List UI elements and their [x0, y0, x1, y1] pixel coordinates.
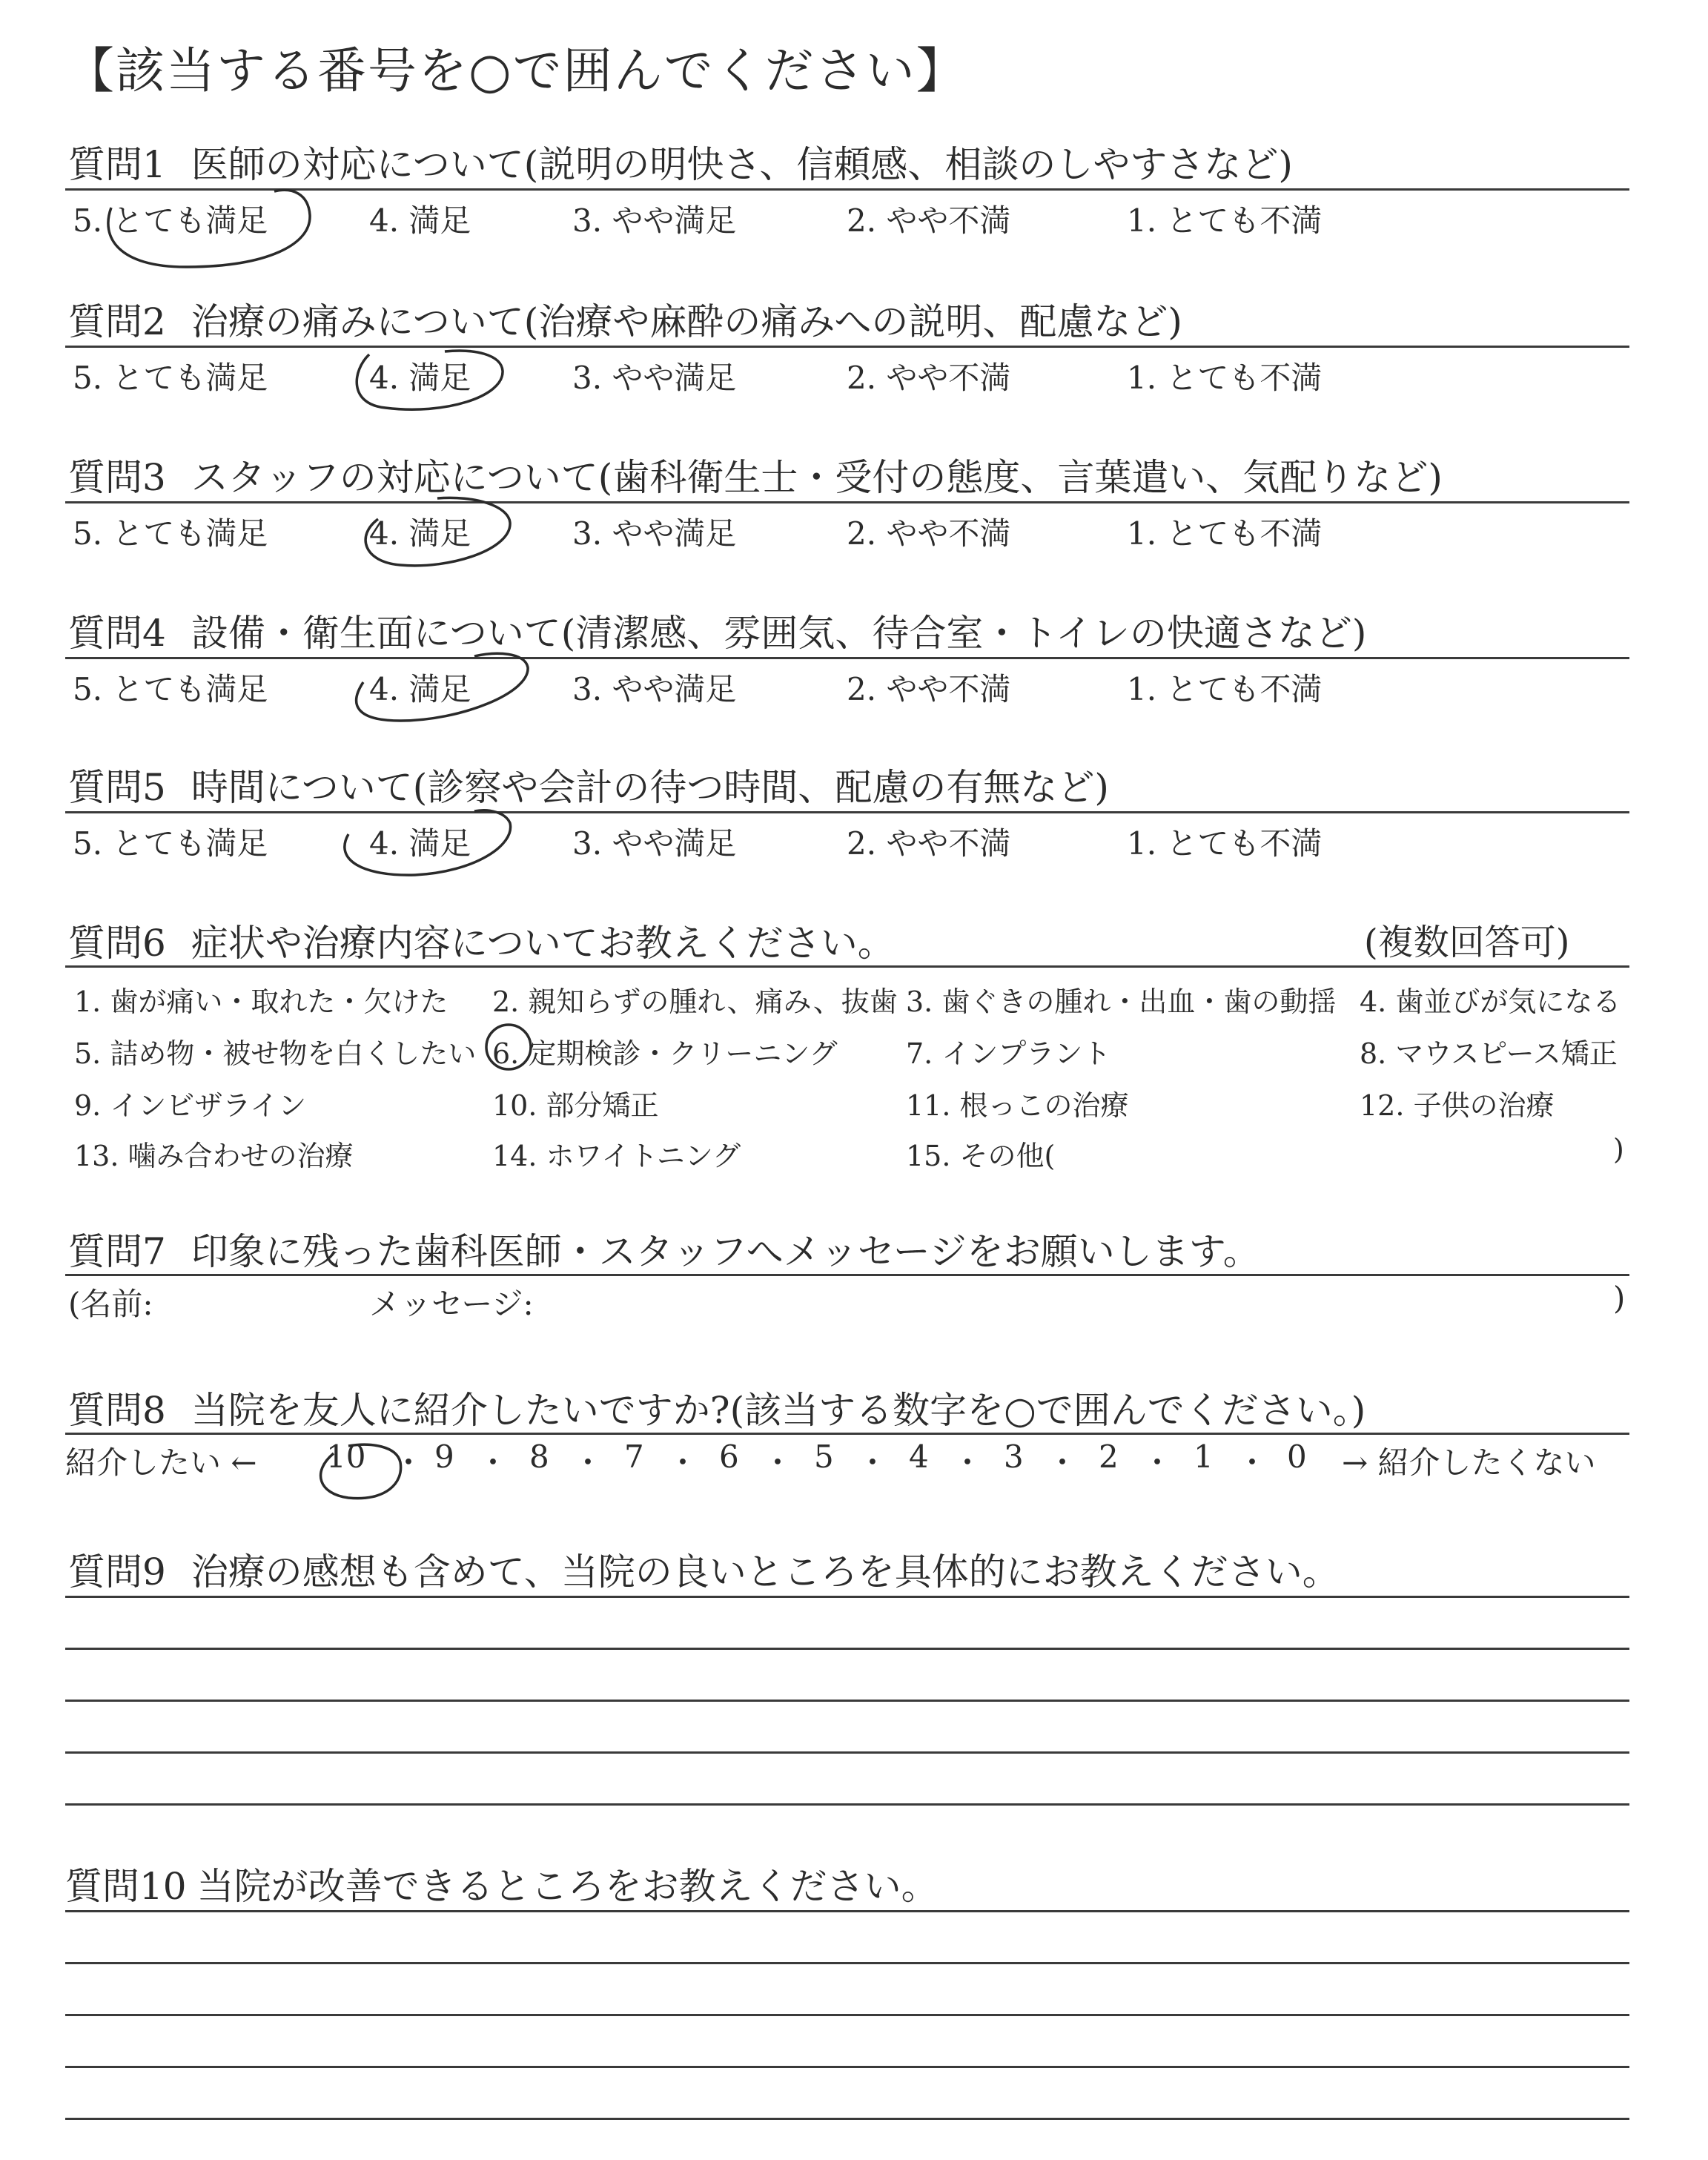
q6-item-10[interactable]: 10. 部分矯正 [492, 1089, 659, 1122]
q1-option-1[interactable]: 1. とても不満 [1127, 202, 1323, 239]
q2-option-5[interactable]: 5. とても満足 [73, 360, 268, 396]
q6-item-7[interactable]: 7. インプラント [906, 1037, 1111, 1070]
question-label: 質問3 [68, 456, 166, 499]
question-text: 設備・衛生面について(清潔感、雰囲気、待合室・トイレの快適さなど) [191, 612, 1367, 655]
scale-separator: ・ [857, 1444, 889, 1481]
question-label: 質問1 [68, 143, 166, 186]
q2-option-1[interactable]: 1. とても不満 [1127, 360, 1323, 396]
q3-option-2[interactable]: 2. やや不満 [847, 515, 1011, 552]
question-text: 治療の痛みについて(治療や麻酔の痛みへの説明、配慮など) [191, 300, 1182, 343]
scale-separator: ・ [667, 1444, 699, 1481]
q2-option-2[interactable]: 2. やや不満 [847, 360, 1011, 396]
question-label: 質問6 [68, 922, 166, 965]
q2-option-3[interactable]: 3. やや満足 [572, 360, 737, 396]
name-field-label: (名前: [68, 1286, 153, 1322]
scale-1[interactable]: 1 [1194, 1439, 1214, 1475]
q6-item-13[interactable]: 13. 噛み合わせの治療 [74, 1140, 354, 1172]
scale-7[interactable]: 7 [624, 1439, 644, 1475]
q6-item-6[interactable]: 6. 定期検診・クリーニング [492, 1037, 838, 1070]
scale-8[interactable]: 8 [529, 1439, 549, 1475]
scale-10[interactable]: 10 [326, 1439, 366, 1475]
question-text: 当院を友人に紹介したいですか?(該当する数字を○で囲んでください。) [191, 1389, 1366, 1432]
q3-option-1[interactable]: 1. とても不満 [1127, 515, 1323, 552]
q6-item-15-close-paren: ) [1613, 1133, 1624, 1166]
scale-3[interactable]: 3 [1004, 1439, 1024, 1475]
q6-item-9[interactable]: 9. インビザライン [74, 1089, 307, 1122]
question-label: 質問7 [68, 1230, 166, 1273]
page-title: 【該当する番号を○で囲んでください】 [65, 42, 967, 99]
selection-circle [345, 810, 511, 875]
scale-9[interactable]: 9 [434, 1439, 454, 1475]
message-field-label: メッセージ: [369, 1286, 534, 1322]
q6-item-3[interactable]: 3. 歯ぐきの腫れ・出血・歯の動揺 [906, 985, 1337, 1018]
q6-item-8[interactable]: 8. マウスピース矯正 [1360, 1037, 1618, 1070]
scale-4[interactable]: 4 [909, 1439, 929, 1475]
scale-6[interactable]: 6 [719, 1439, 739, 1475]
q4-option-5[interactable]: 5. とても満足 [73, 671, 268, 707]
question-label: 質問10 [65, 1865, 187, 1908]
question-text: 当院が改善できるところをお教えください。 [196, 1865, 939, 1908]
question-label: 質問8 [68, 1389, 166, 1432]
q4-option-4[interactable]: 4. 満足 [369, 671, 471, 707]
q2-option-4[interactable]: 4. 満足 [369, 360, 471, 396]
question-label: 質問4 [68, 612, 166, 655]
scale-separator: ・ [1142, 1444, 1174, 1481]
q5-option-1[interactable]: 1. とても不満 [1127, 825, 1323, 862]
scale-separator: ・ [572, 1444, 604, 1481]
recommend-left-label: 紹介したい ← [65, 1444, 257, 1481]
message-close-paren: ) [1613, 1280, 1626, 1316]
recommend-right-label: → 紹介したくない [1342, 1444, 1596, 1481]
question-label: 質問2 [68, 300, 166, 343]
q6-item-12[interactable]: 12. 子供の治療 [1360, 1089, 1555, 1122]
selection-circle [321, 1444, 401, 1498]
q4-option-3[interactable]: 3. やや満足 [572, 671, 737, 707]
q6-item-15[interactable]: 15. その他( [906, 1140, 1056, 1172]
q3-option-5[interactable]: 5. とても満足 [73, 515, 268, 552]
selection-circle [108, 190, 310, 267]
q3-option-3[interactable]: 3. やや満足 [572, 515, 737, 552]
scale-separator: ・ [762, 1444, 794, 1481]
q1-option-2[interactable]: 2. やや不満 [847, 202, 1011, 239]
multiple-answer-note: (複数回答可) [1364, 922, 1570, 963]
question-text: スタッフの対応について(歯科衛生士・受付の態度、言葉遣い、気配りなど) [191, 456, 1443, 499]
q6-item-14[interactable]: 14. ホワイトニング [492, 1140, 741, 1172]
q5-option-5[interactable]: 5. とても満足 [73, 825, 268, 862]
scale-separator: ・ [393, 1444, 425, 1481]
scale-5[interactable]: 5 [814, 1439, 834, 1475]
q6-item-4[interactable]: 4. 歯並びが気になる [1360, 985, 1621, 1018]
q1-option-5[interactable]: 5. とても満足 [73, 202, 268, 239]
question-label: 質問9 [68, 1550, 166, 1593]
scale-separator: ・ [1047, 1444, 1079, 1481]
question-text: 症状や治療内容についてお教えください。 [191, 922, 895, 965]
selection-circle [365, 498, 510, 565]
scale-separator: ・ [952, 1444, 984, 1481]
scale-0[interactable]: 0 [1287, 1439, 1307, 1475]
q6-item-1[interactable]: 1. 歯が痛い・取れた・欠けた [74, 985, 448, 1018]
q6-item-5[interactable]: 5. 詰め物・被せ物を白くしたい [74, 1037, 477, 1070]
question-text: 時間について(診察や会計の待つ時間、配慮の有無など) [191, 766, 1109, 809]
question-text: 医師の対応について(説明の明快さ、信頼感、相談のしやすさなど) [191, 143, 1293, 186]
q4-option-1[interactable]: 1. とても不満 [1127, 671, 1323, 707]
q6-item-2[interactable]: 2. 親知らずの腫れ、痛み、抜歯 [492, 985, 898, 1018]
q5-option-4[interactable]: 4. 満足 [369, 825, 471, 862]
scale-separator: ・ [477, 1444, 509, 1481]
selection-circle [357, 653, 528, 721]
q1-option-4[interactable]: 4. 満足 [369, 202, 471, 239]
q6-item-11[interactable]: 11. 根っこの治療 [906, 1089, 1129, 1122]
selection-circle [486, 1025, 531, 1069]
scale-separator: ・ [1237, 1444, 1268, 1481]
question-label: 質問5 [68, 766, 166, 809]
q1-option-3[interactable]: 3. やや満足 [572, 202, 737, 239]
q5-option-2[interactable]: 2. やや不満 [847, 825, 1011, 862]
q3-option-4[interactable]: 4. 満足 [369, 515, 471, 552]
q4-option-2[interactable]: 2. やや不満 [847, 671, 1011, 707]
q5-option-3[interactable]: 3. やや満足 [572, 825, 737, 862]
question-text: 治療の感想も含めて、当院の良いところを具体的にお教えください。 [191, 1550, 1340, 1593]
scale-2[interactable]: 2 [1099, 1439, 1119, 1475]
question-text: 印象に残った歯科医師・スタッフへメッセージをお願いします。 [191, 1230, 1260, 1273]
selection-circle [357, 351, 503, 409]
